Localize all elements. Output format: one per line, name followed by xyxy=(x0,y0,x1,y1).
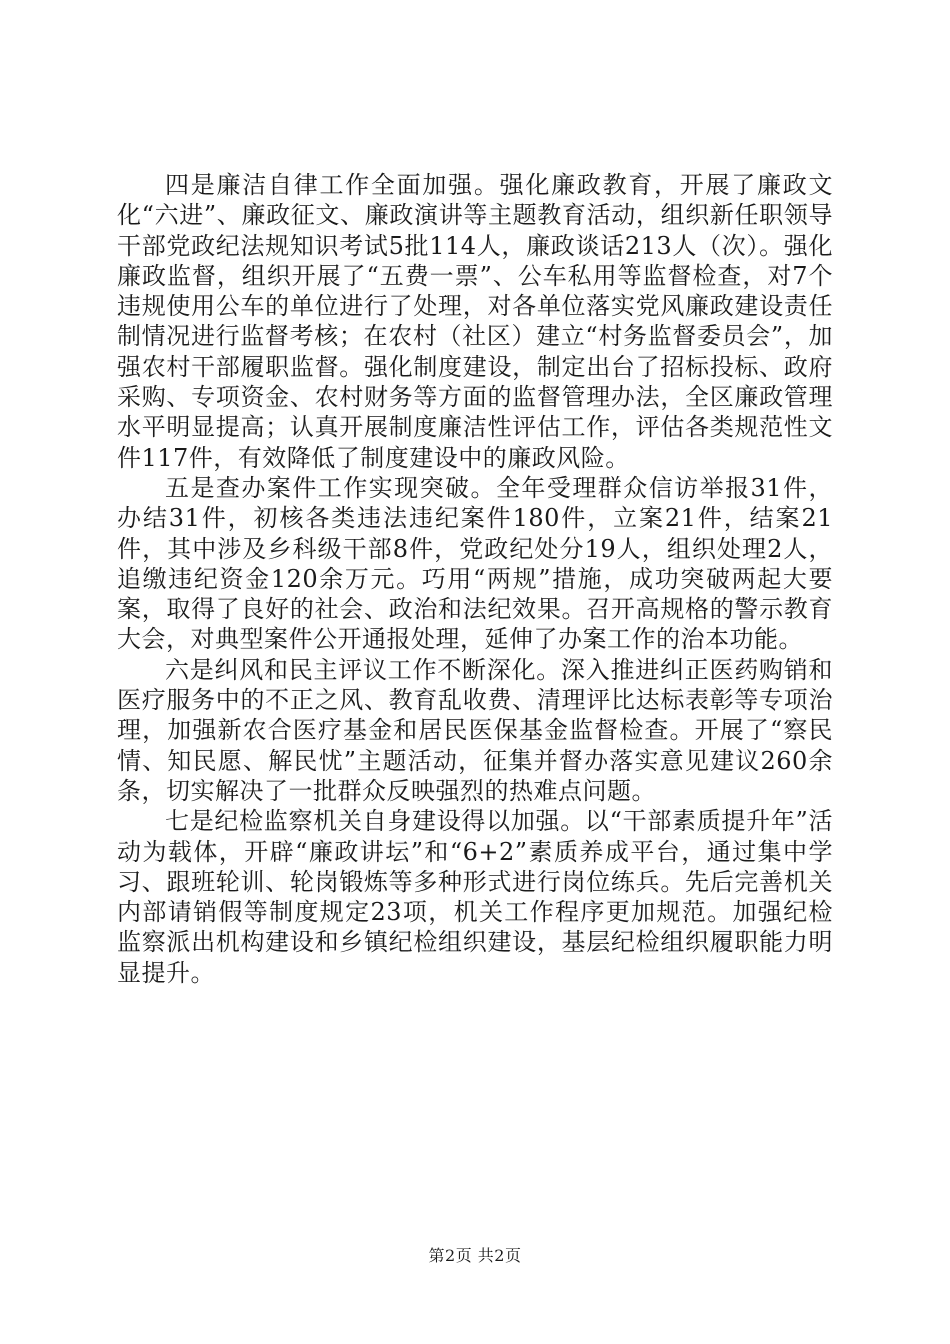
paragraph-case-investigation: 五是查办案件工作实现突破。全年受理群众信访举报31件，办结31件，初核各类违法违纪案件180件，立案21件，结案21件，其中涉及乡科级干部8件，党政纪处分19人，组织处理2人，追缴违纪资金120余万元。巧用“两规”措施，成功突破两起大要案，取得了良好的社会、政治和法纪效果。召开高规格的警示教育大会，对典型案件公开通报处理，延伸了办案工作的治本功能。 xyxy=(117,473,833,654)
document-body xyxy=(117,170,833,988)
paragraph-style-rectification: 六是纠风和民主评议工作不断深化。深入推进纠正医药购销和医疗服务中的不正之风、教育乱收费、清理评比达标表彰等专项治理，加强新农合医疗基金和居民医保基金监督检查。开展了“察民情、知民愿、解民忧”主题活动，征集并督办落实意见建议260余条，切实解决了一批群众反映强烈的热难点问题。 xyxy=(117,655,833,805)
page-number-footer: 第2页 共2页 xyxy=(428,1246,522,1265)
paragraph-organ-self-building: 七是纪检监察机关自身建设得以加强。以“干部素质提升年”活动为载体，开辟“廉政讲坛”和“6+2”素质养成平台，通过集中学习、跟班轮训、轮岗锻炼等多种形式进行岗位练兵。先后完善机关内部请销假等制度规定23项，机关工作程序更加规范。加强纪检监察派出机构建设和乡镇纪检组织建设，基层纪检组织履职能力明显提升。 xyxy=(117,807,833,987)
paragraph-integrity-self-discipline: 四是廉洁自律工作全面加强。强化廉政教育，开展了廉政文化“六进”、廉政征文、廉政演讲等主题教育活动，组织新任职领导干部党政纪法规知识考试5批114人，廉政谈话213人（次）。强化廉政监督，组织开展了“五费一票”、公车私用等监督检查，对7个违规使用公车的单位进行了处理，对各单位落实党风廉政建设责任制情况进行监督考核；在农村（社区）建立“村务监督委员会”，加强农村干部履职监督。强化制度建设，制定出台了招标投标、政府采购、专项资金、农村财务等方面的监督管理办法，全区廉政管理水平明显提高；认真开展制度廉洁性评估工作，评估各类规范性文件117件，有效降低了制度建设中的廉政风险。 xyxy=(117,171,833,472)
